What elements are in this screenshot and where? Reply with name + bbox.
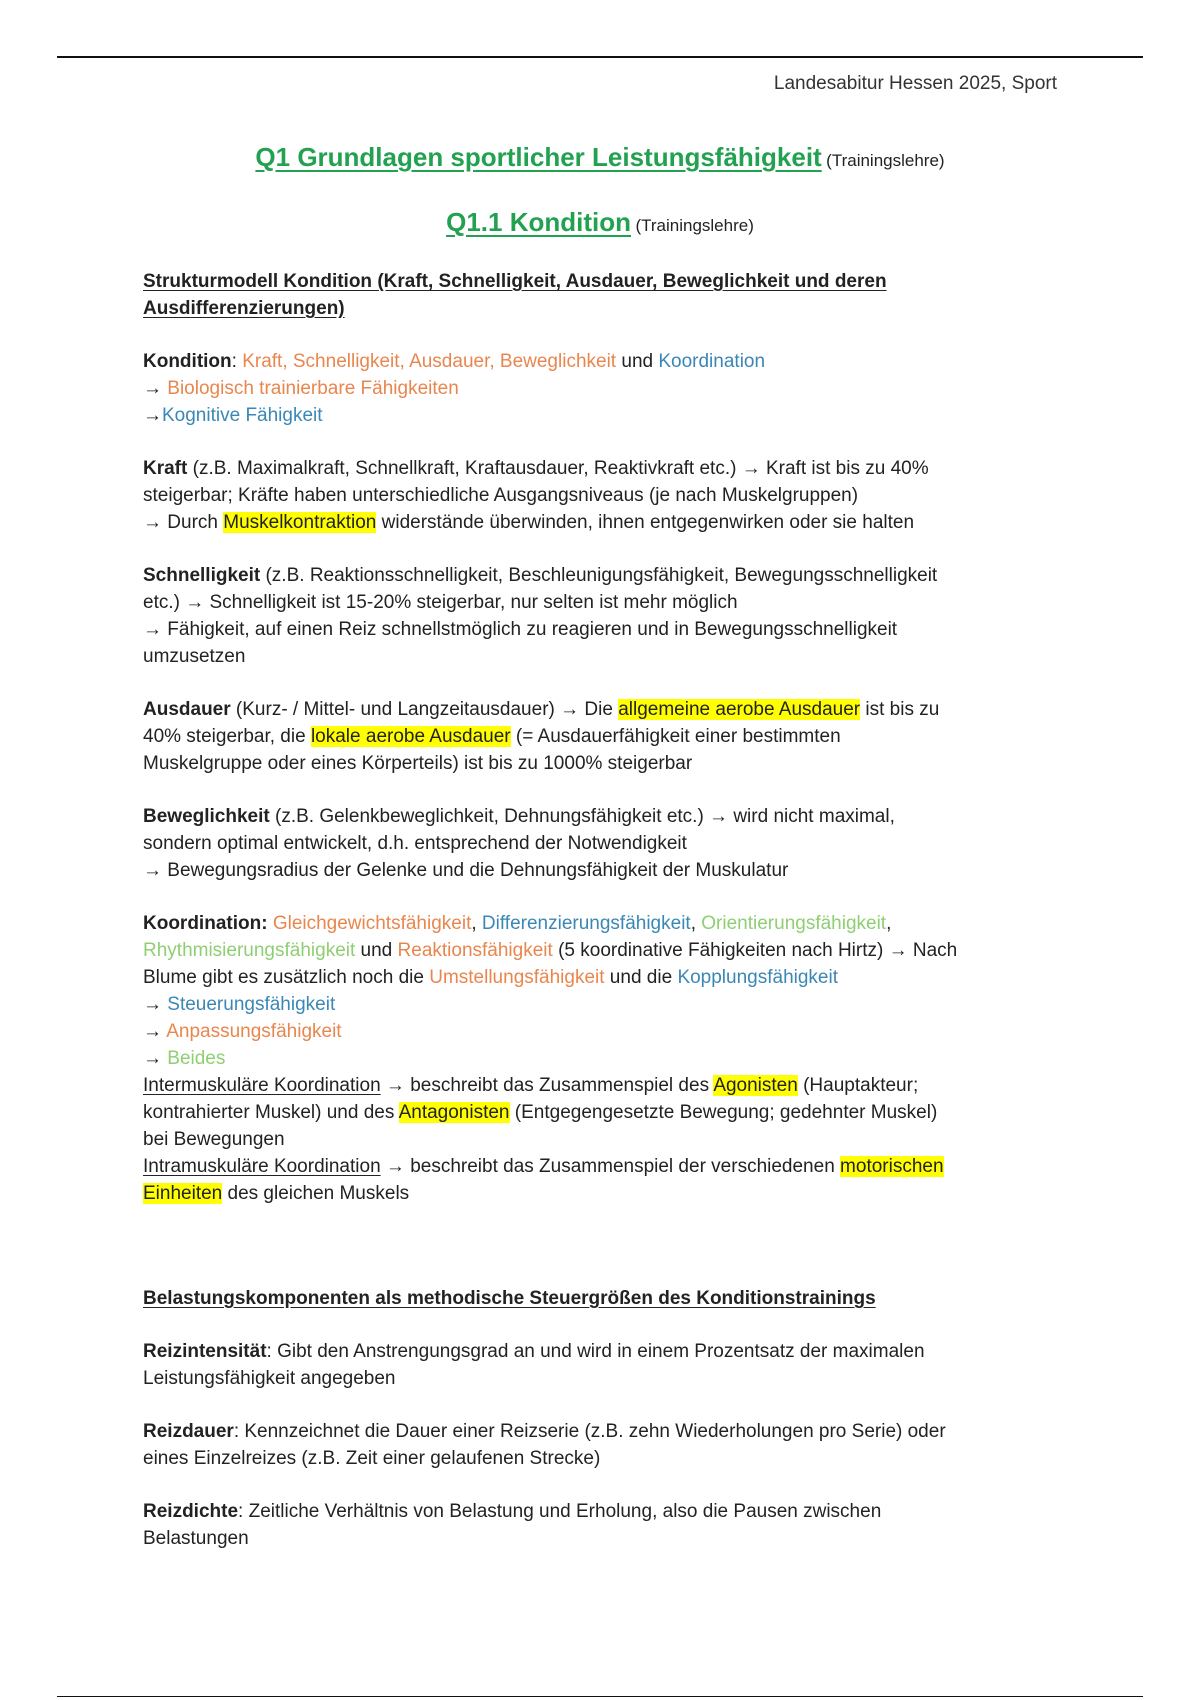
koordination-paragraph: Koordination: Gleichgewichtsfähigkeit, Differenzierungsfähigkeit, Orientierungsfähigkeit, Rhythmisierungsfähigkeit und Reaktionsfähigkeit (5 koordinative Fähigkeiten nach Hirtz) → Nach Blume gibt es zusätzlich noch die Umstellungsfähigkeit und die Kopplungsfähigkeit → Steuerungsfähigkeit → Anpassungsfähigkeit → Beides Intermuskuläre Koordination → beschreibt das Zusammenspiel des Agonisten (Hauptakteur; kontrahierter Muskel) und des Antagonisten (Entgegengesetzte Bewegung; gedehnter Muskel) bei Bewegungen Intramuskuläre Koordination → beschreibt das Zusammenspiel der verschiedenen motorischen Einheiten des gleichen Muskels xyxy=(143,913,958,1204)
highlight: Einheiten xyxy=(143,1183,223,1204)
schnelligkeit-paragraph: Schnelligkeit (z.B. Reaktionsschnelligkeit, Beschleunigungsfähigkeit, Bewegungsschnelligkeit etc.) → Schnelligkeit ist 15-20% steigerbar, nur selten ist mehr möglich → Fähigkeit, auf einen Reiz schnellstmöglich zu reagieren und in Bewegungsschnelligkeit umzusetzen xyxy=(143,565,938,667)
ausdauer-paragraph: Ausdauer (Kurz- / Mittel- und Langzeitausdauer) → Die allgemeine aerobe Ausdauer ist bis zu 40% steigerbar, die lokale aerobe Ausdauer (= Ausdauerfähigkeit einer bestimmten Muskelgruppe oder eines Körperteils) ist bis zu 1000% steigerbar xyxy=(143,699,940,774)
reizdichte-paragraph: Reizdichte: Zeitliche Verhältnis von Belastung und Erholung, also die Pausen zwischen Belastungen xyxy=(143,1501,882,1549)
highlight: lokale aerobe Ausdauer xyxy=(310,726,511,747)
highlight: Muskelkontraktion xyxy=(223,512,377,533)
highlight: Agonisten xyxy=(713,1075,798,1096)
highlight: motorischen xyxy=(840,1156,944,1177)
arrow-icon: → xyxy=(143,405,162,426)
beweglichkeit-paragraph: Beweglichkeit (z.B. Gelenkbeweglichkeit, Dehnungsfähigkeit etc.) → wird nicht maximal, sondern optimal entwickelt, d.h. entsprechend der Notwendigkeit → Bewegungsradius der Gelenke und die Dehnungsfähigkeit der Muskulatur xyxy=(143,806,895,881)
sub-title-note: (Trainingslehre) xyxy=(635,216,754,235)
kraft-paragraph: Kraft (z.B. Maximalkraft, Schnellkraft, Kraftausdauer, Reaktivkraft etc.) → Kraft ist bis zu 40% steigerbar; Kräfte haben unterschiedliche Ausgangsniveaus (je nach Muskelgruppen) → Durch Muskelkontraktion widerstände überwinden, ihnen entgegenwirken oder sie halten xyxy=(143,458,929,533)
arrow-icon: → xyxy=(143,378,168,399)
main-title-text: Q1 Grundlagen sportlicher Leistungsfähigkeit xyxy=(255,142,822,172)
exam-header: Landesabitur Hessen 2025, Sport xyxy=(773,73,1057,94)
section-heading-belastung: Belastungskomponenten als methodische Steuergrößen des Konditionstrainings xyxy=(143,1288,876,1309)
bottom-rule xyxy=(57,1696,1143,1697)
document-body xyxy=(143,268,1063,1552)
main-title-note: (Trainingslehre) xyxy=(826,151,945,170)
highlight: Antagonisten xyxy=(398,1102,510,1123)
sub-title xyxy=(0,207,1200,238)
section-heading-strukturmodell: Strukturmodell Kondition (Kraft, Schnelligkeit, Ausdauer, Beweglichkeit und deren Ausdifferenzierungen) xyxy=(143,271,887,319)
main-title xyxy=(0,142,1200,173)
highlight: allgemeine aerobe Ausdauer xyxy=(618,699,861,720)
reizintensitaet-paragraph: Reizintensität: Gibt den Anstrengungsgrad an und wird in einem Prozentsatz der maximalen Leistungsfähigkeit angegeben xyxy=(143,1341,925,1389)
top-rule xyxy=(57,56,1143,58)
reizdauer-paragraph: Reizdauer: Kennzeichnet die Dauer einer Reizserie (z.B. zehn Wiederholungen pro Serie) oder eines Einzelreizes (z.B. Zeit einer gelaufenen Strecke) xyxy=(143,1421,946,1469)
kondition-paragraph: Kondition: Kraft, Schnelligkeit, Ausdauer, Beweglichkeit und Koordination → Biologisch trainierbare Fähigkeiten →Kognitive Fähigkeit xyxy=(143,351,766,426)
sub-title-text: Q1.1 Kondition xyxy=(446,207,631,237)
